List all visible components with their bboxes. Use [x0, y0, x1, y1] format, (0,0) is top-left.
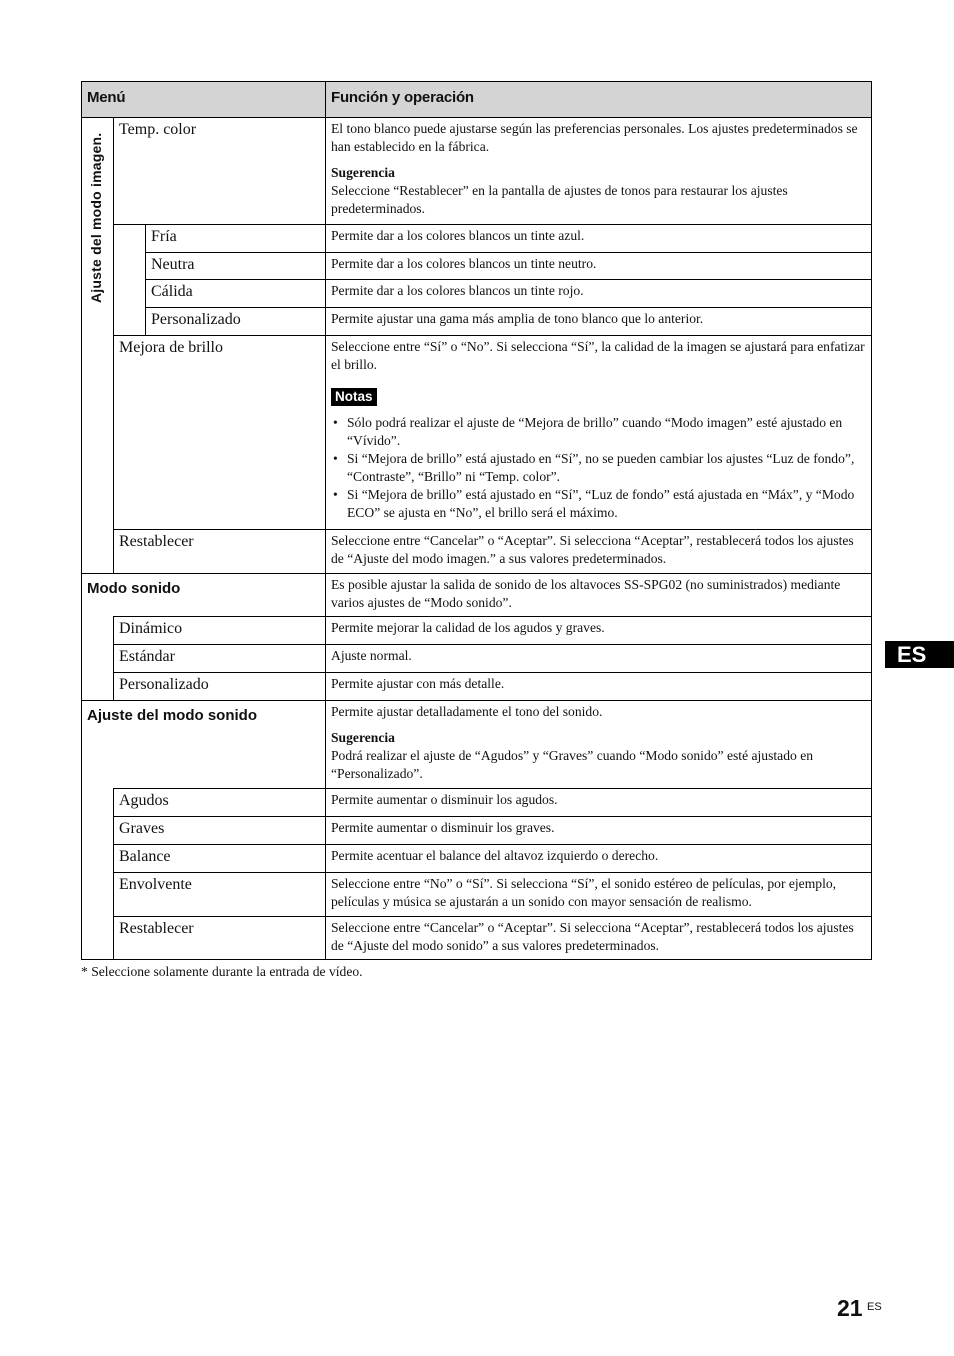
option-dinamico-desc: Permite mejorar la calidad de los agudos y graves. — [331, 620, 605, 635]
option-neutra-desc: Permite dar a los colores blancos un tinte neutro. — [331, 256, 597, 271]
option-fria-label: Fría — [151, 228, 177, 245]
list-item: • Si “Mejora de brillo” está ajustado en “Sí”, no se pueden cambiar los ajustes “Luz de fondo”, “Contraste”, “Brillo” ni “Temp. color”. — [331, 450, 866, 486]
tip-title: Sugerencia — [331, 165, 395, 180]
modo-sonido-label: Modo sonido — [87, 580, 181, 597]
temp-color-desc: El tono blanco puede ajustarse según las preferencias personales. Los ajustes predeterminados se han establecido en la fábrica. Sugerencia Seleccione “Restablecer” en la pantalla de ajustes de tonos para restaurar los ajustes predeterminados. — [331, 120, 866, 218]
option-fria-desc: Permite dar a los colores blancos un tinte azul. — [331, 228, 585, 243]
option-estandar-label: Estándar — [119, 648, 175, 665]
option-restablecer-sonido-label: Restablecer — [119, 920, 194, 937]
list-item: • Si “Mejora de brillo” está ajustado en “Sí”, “Luz de fondo” está ajustada en “Máx”, y “Modo ECO” se ajusta en “No”, el brillo será el máximo. — [331, 486, 866, 522]
mejora-brillo-desc: Seleccione entre “Sí” o “No”. Si selecciona “Sí”, la calidad de la imagen se ajustará para enfatizar el brillo. Notas • Sólo podrá realizar el ajuste de “Mejora de brillo” cuando “Modo imagen” esté ajustado en “Vívido”. • Si “Mejora de brillo” está ajustado en “Sí”, no se pueden cambiar los ajustes “Luz de fondo”, “Contraste”, “Brillo” ni “Temp. color”. • Si “Mejora de brillo” está ajustado en “Sí”, “Luz de fondo” está ajustada en “Máx”, y “Modo ECO” se ajusta en “No”, el brillo será el máximo. — [331, 338, 866, 522]
option-estandar-desc: Ajuste normal. — [331, 648, 412, 663]
option-agudos-label: Agudos — [119, 792, 169, 809]
list-item: • Sólo podrá realizar el ajuste de “Mejora de brillo” cuando “Modo imagen” esté ajustado en “Vívido”. — [331, 414, 866, 450]
page-number: 21 — [837, 1295, 863, 1321]
ajuste-sonido-desc: Permite ajustar detalladamente el tono del sonido. Sugerencia Podrá realizar el ajuste de “Agudos” y “Graves” cuando “Modo sonido” esté ajustado en “Personalizado”. — [331, 703, 866, 783]
option-personalizado-desc: Permite ajustar una gama más amplia de tono blanco que lo anterior. — [331, 311, 704, 326]
page-language: ES — [867, 1301, 882, 1313]
restablecer-imagen-label: Restablecer — [119, 533, 194, 550]
picture-group-label: Ajuste del modo imagen. — [88, 132, 104, 303]
restablecer-imagen-desc: Seleccione entre “Cancelar” o “Aceptar”. Si selecciona “Aceptar”, restablecerá todos los ajustes de “Ajuste del modo imagen.” a sus valores predeterminados. — [331, 533, 854, 566]
modo-sonido-desc: Es posible ajustar la salida de sonido de los altavoces SS-SPG02 (no suministrados) mediante varios ajustes de “Modo sonido”. — [331, 577, 841, 610]
option-envolvente-label: Envolvente — [119, 876, 192, 893]
language-side-tab: ES — [885, 641, 954, 668]
option-personalizado-sonido-desc: Permite ajustar con más detalle. — [331, 676, 505, 691]
option-envolvente-desc: Seleccione entre “No” o “Sí”. Si selecciona “Sí”, el sonido estéreo de películas, por ejemplo, películas y música se ajustarán a un sonido con mayor sensación de realismo. — [331, 876, 837, 909]
option-graves-label: Graves — [119, 820, 165, 837]
option-restablecer-sonido-desc: Seleccione entre “Cancelar” o “Aceptar”. Si selecciona “Aceptar”, restablecerá todos los ajustes de “Ajuste del modo sonido” a sus valores predeterminados. — [331, 920, 854, 953]
table-header — [81, 81, 872, 117]
mejora-brillo-label: Mejora de brillo — [119, 339, 223, 356]
option-dinamico-label: Dinámico — [119, 620, 183, 637]
tip-title: Sugerencia — [331, 730, 395, 745]
option-balance-label: Balance — [119, 848, 171, 865]
header-menu: Menú — [87, 89, 126, 106]
notes-badge: Notas — [331, 388, 377, 406]
settings-table — [81, 81, 872, 960]
option-calida-label: Cálida — [151, 283, 193, 300]
option-calida-desc: Permite dar a los colores blancos un tinte rojo. — [331, 283, 584, 298]
option-graves-desc: Permite aumentar o disminuir los graves. — [331, 820, 555, 835]
option-balance-desc: Permite acentuar el balance del altavoz izquierdo o derecho. — [331, 848, 659, 863]
notes-list — [331, 414, 866, 522]
option-personalizado-label: Personalizado — [151, 311, 241, 328]
option-personalizado-sonido-label: Personalizado — [119, 676, 209, 693]
temp-color-label: Temp. color — [119, 121, 197, 138]
option-agudos-desc: Permite aumentar o disminuir los agudos. — [331, 792, 558, 807]
option-neutra-label: Neutra — [151, 256, 195, 273]
header-function: Función y operación — [331, 89, 474, 106]
footnote: * Seleccione solamente durante la entrada de vídeo. — [81, 964, 363, 979]
ajuste-sonido-label: Ajuste del modo sonido — [87, 707, 258, 724]
